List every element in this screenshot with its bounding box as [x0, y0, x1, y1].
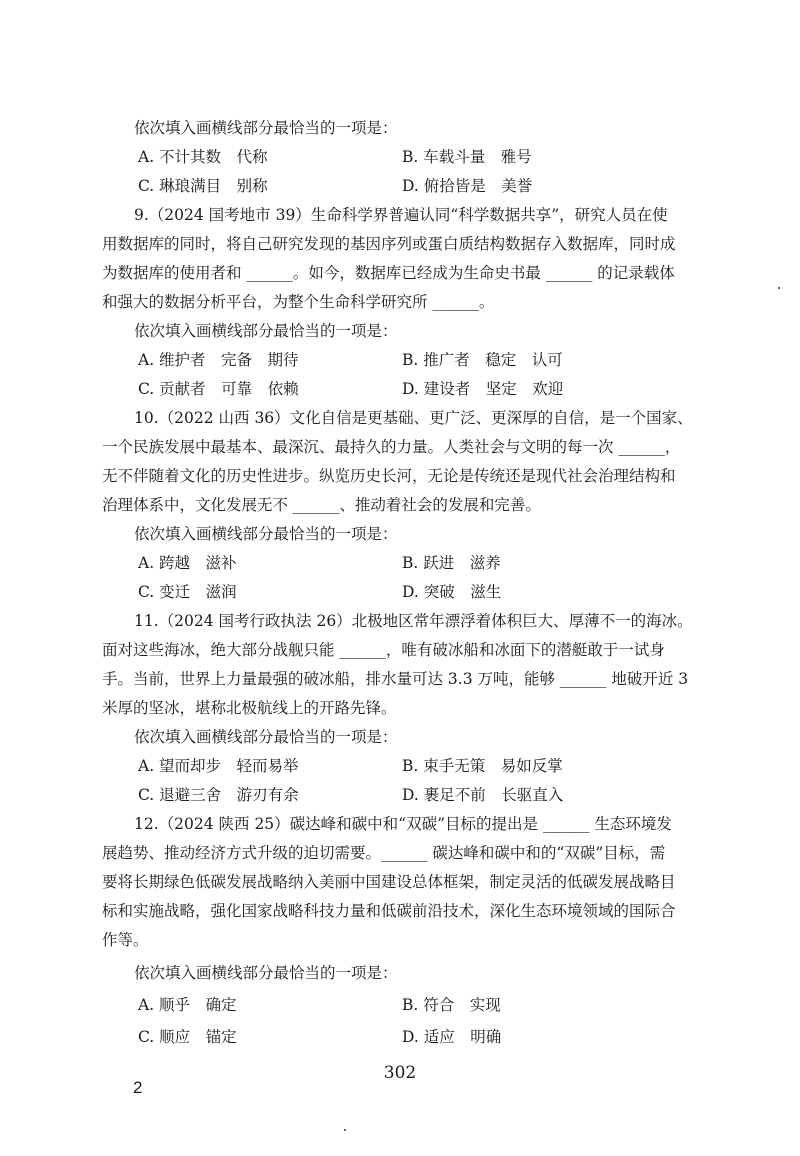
question-8-prompt: 依次填入画横线部分最恰当的一项是： — [134, 119, 398, 137]
question-9-stem-line-3: 为数据库的使用者和 ______。如今，数据库已经成为生命史书最 ______ 的记录载体 — [102, 264, 675, 282]
question-9-stem-line-2: 用数据库的同时，将自己研究发现的基因序列或蛋白质结构数据存入数据库，同时成 — [102, 235, 676, 253]
question-11-stem-line-3: 手。当前，世界上力量最强的破冰船，排水量可达 3.3 万吨，能够 ______ 地破开近 3 — [102, 670, 689, 688]
question-10-option-b: B. 跃进 滋养 — [402, 554, 501, 572]
question-10-stem-line-3: 无不伴随着文化的历史性进步。纵览历史长河，无论是传统还是现代社会治理结构和 — [102, 467, 676, 485]
question-11-option-a: A. 望而却步 轻而易举 — [138, 757, 299, 775]
question-11-stem-line-4: 米厚的坚冰，堪称北极航线上的开路先锋。 — [102, 699, 397, 717]
question-9-option-d: D. 建设者 坚定 欢迎 — [402, 380, 564, 398]
question-8-option-d: D. 俯拾皆是 美誉 — [402, 177, 533, 195]
question-12-stem-line-2: 展趋势、推动经济方式升级的迫切需要。______ 碳达峰和碳中和的“双碳”目标，需 — [102, 844, 666, 862]
question-9-option-b: B. 推广者 稳定 认可 — [402, 351, 563, 369]
question-12-stem-line-1: 12.（2024 陕西 25）碳达峰和碳中和“双碳”目标的提出是 ______ 生态环境发 — [134, 815, 672, 833]
question-8-option-b: B. 车载斗量 雅号 — [402, 148, 532, 166]
question-8-option-a: A. 不计其数 代称 — [138, 148, 268, 166]
question-11-option-b: B. 束手无策 易如反掌 — [402, 757, 563, 775]
page-number: 302 — [383, 1063, 417, 1083]
question-9-option-a: A. 维护者 完备 期待 — [138, 351, 299, 369]
question-11-stem-line-1: 11.（2024 国考行政执法 26）北极地区常年漂浮着体积巨大、厚薄不一的海冰。 — [134, 612, 693, 630]
question-9-prompt: 依次填入画横线部分最恰当的一项是： — [134, 322, 398, 340]
question-11-stem-line-2: 面对这些海冰，绝大部分战舰只能 ______，唯有破冰船和冰面下的潜艇敢于一试身 — [102, 641, 665, 659]
question-10-stem-line-4: 治理体系中，文化发展无不 ______、推动着社会的发展和完善。 — [102, 496, 541, 514]
question-11-prompt: 依次填入画横线部分最恰当的一项是： — [134, 728, 398, 746]
corner-mark: 2 — [133, 1078, 143, 1097]
question-12-option-a: A. 顺乎 确定 — [138, 996, 237, 1014]
question-12-option-b: B. 符合 实现 — [402, 996, 501, 1014]
question-12-option-c: C. 顺应 锚定 — [138, 1028, 237, 1046]
question-9-option-c: C. 贡献者 可靠 依赖 — [138, 380, 299, 398]
question-11-option-d: D. 裹足不前 长驱直入 — [402, 786, 564, 804]
scan-speck — [344, 1129, 346, 1131]
question-12-option-d: D. 适应 明确 — [402, 1028, 502, 1046]
question-10-stem-line-2: 一个民族发展中最基本、最深沉、最持久的力量。人类社会与文明的每一次 ______， — [102, 438, 681, 456]
question-10-option-a: A. 跨越 滋补 — [138, 554, 237, 572]
question-12-stem-line-3: 要将长期绿色低碳发展战略纳入美丽中国建设总体框架，制定灵活的低碳发展战略目 — [102, 873, 676, 891]
question-10-prompt: 依次填入画横线部分最恰当的一项是： — [134, 525, 398, 543]
question-12-stem-line-5: 作等。 — [102, 931, 149, 949]
question-8-option-c: C. 琳琅满目 别称 — [138, 177, 268, 195]
question-9-stem-line-4: 和强大的数据分析平台，为整个生命科学研究所 ______。 — [102, 293, 495, 311]
question-10-stem-line-1: 10.（2022 山西 36）文化自信是更基础、更广泛、更深厚的自信，是一个国家、 — [134, 409, 693, 427]
question-10-option-d: D. 突破 滋生 — [402, 583, 502, 601]
question-9-stem-line-1: 9.（2024 国考地市 39）生命科学界普遍认同“科学数据共享”，研究人员在使 — [134, 206, 668, 224]
scan-speck — [778, 287, 780, 289]
question-11-option-c: C. 退避三舍 游刃有余 — [138, 786, 299, 804]
question-12-stem-line-4: 标和实施战略，强化国家战略科技力量和低碳前沿技术，深化生态环境领域的国际合 — [102, 902, 676, 920]
question-12-prompt: 依次填入画横线部分最恰当的一项是： — [134, 964, 398, 982]
question-10-option-c: C. 变迁 滋润 — [138, 583, 237, 601]
